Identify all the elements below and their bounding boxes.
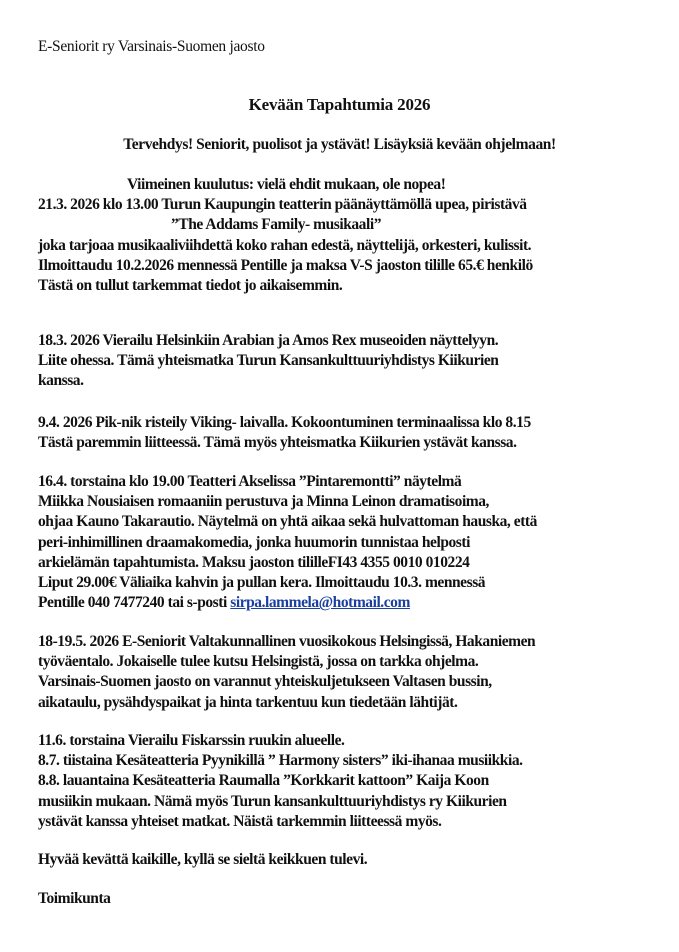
event-line: 11.6. torstaina Vierailu Fiskarssin ruukin alueelle. [38,732,345,749]
event-line: arkielämän tapahtumista. Maksu jaoston tililleFI43 4355 0010 010224 [38,553,470,571]
event-helsinki-museums [38,331,668,392]
contact-text: Pentille 040 7477240 tai s-posti [38,594,231,612]
signature [38,889,668,909]
event-line: Tästä paremmin liitteessä. Tämä myös yhteismatka Kiikurien ystävät kanssa. [38,434,517,452]
event-line: Liite ohessa. Tämä yhteismatka Turun Kansankulttuuriyhdistys Kiikurien [38,352,499,370]
organization-name: E-Seniorit ry Varsinais-Suomen jaosto [38,38,265,55]
event-line: Liput 29.00€ Väliaika kahvin ja pullan kera. Ilmoittaudu 10.3. mennessä [38,573,486,591]
event-line: 16.4. torstaina klo 19.00 Teatteri Akselissa ”Pintaremontti” näytelmä [38,473,462,490]
event-line: peri-inhimillinen draamakomedia, jonka huumorin tunnistaa helposti [38,533,470,551]
event-line: joka tarjoaa musikaaliviihdettä koko rahan edestä, näyttelijä, orkesteri, kulissit. [38,236,532,254]
contact-line [38,593,668,613]
summer-events [38,731,668,832]
event-line: ystävät kanssa yhteiset matkat. Näistä tarkemmin liitteessä myös. [38,812,442,830]
greeting: Tervehdys! Seniorit, puolisot ja ystävät! Lisäyksiä kevään ohjelmaan! [123,136,556,153]
event-line: 18-19.5. 2026 E-Seniorit Valtakunnallinen vuosikokous Helsingissä, Hakaniemen [38,633,536,650]
last-call-line: Viimeinen kuulutus: vielä ehdit mukaan, ole nopea! [127,176,446,193]
signature-line: Toimikunta [38,890,111,907]
event-line: musiikin mukaan. Nämä myös Turun kansankulttuuriyhdistys ry Kiikurien [38,792,507,810]
event-line: 21.3. 2026 klo 13.00 Turun Kaupungin teatterin päänäyttämöllä upea, piristävä [38,196,527,214]
event-viking-cruise [38,413,668,453]
event-line: Ilmoittaudu 10.2.2026 mennessä Pentille ja maksa V-S jaoston tilille 65.€ henkilö [38,256,533,274]
event-line: Miikka Nousiaisen romaaniin perustuva ja Minna Leinon dramatisoima, [38,493,489,511]
event-line: työväentalo. Jokaiselle tulee kutsu Helsingistä, jossa on tarkka ohjelma. [38,653,479,671]
event-line: kanssa. [38,372,84,390]
event-line: 18.3. 2026 Vierailu Helsinkiin Arabian ja Amos Rex museoiden näyttelyyn. [38,332,499,349]
event-addams-family [38,175,668,296]
closing-line: Hyvää kevättä kaikille, kyllä se sieltä keikkuen tulevi. [38,851,368,868]
event-annual-meeting [38,632,668,713]
event-line: 8.7. tiistaina Kesäteatteria Pyynikillä ” Harmony sisters” iki-ihanaa musiikkia. [38,752,523,770]
document-title: Kevään Tapahtumia 2026 [248,95,431,114]
event-line: aikataulu, pysähdyspaikat ja hinta tarkentuu kun tiedetään lähtijät. [38,693,458,711]
event-line: Tästä on tullut tarkemmat tiedot jo aikaisemmin. [38,276,343,294]
event-line: Varsinais-Suomen jaosto on varannut yhteiskuljetukseen Valtasen bussin, [38,673,492,691]
closing-wish [38,850,668,870]
event-line: ”The Addams Family- musikaali” [171,216,381,234]
email-link[interactable]: sirpa.lammela@hotmail.com [230,594,410,612]
event-line: ohjaa Kauno Takarautio. Näytelmä on yhtä aikaa sekä hulvattoman hauska, että [38,513,537,531]
event-pintaremontti [38,472,668,613]
event-line: 8.8. lauantaina Kesäteatteria Raumalla ”Korkkarit kattoon” Kaija Koon [38,772,489,790]
event-line: 9.4. 2026 Pik-nik risteily Viking- laivalla. Kokoontuminen terminaalissa klo 8.15 [38,414,531,431]
